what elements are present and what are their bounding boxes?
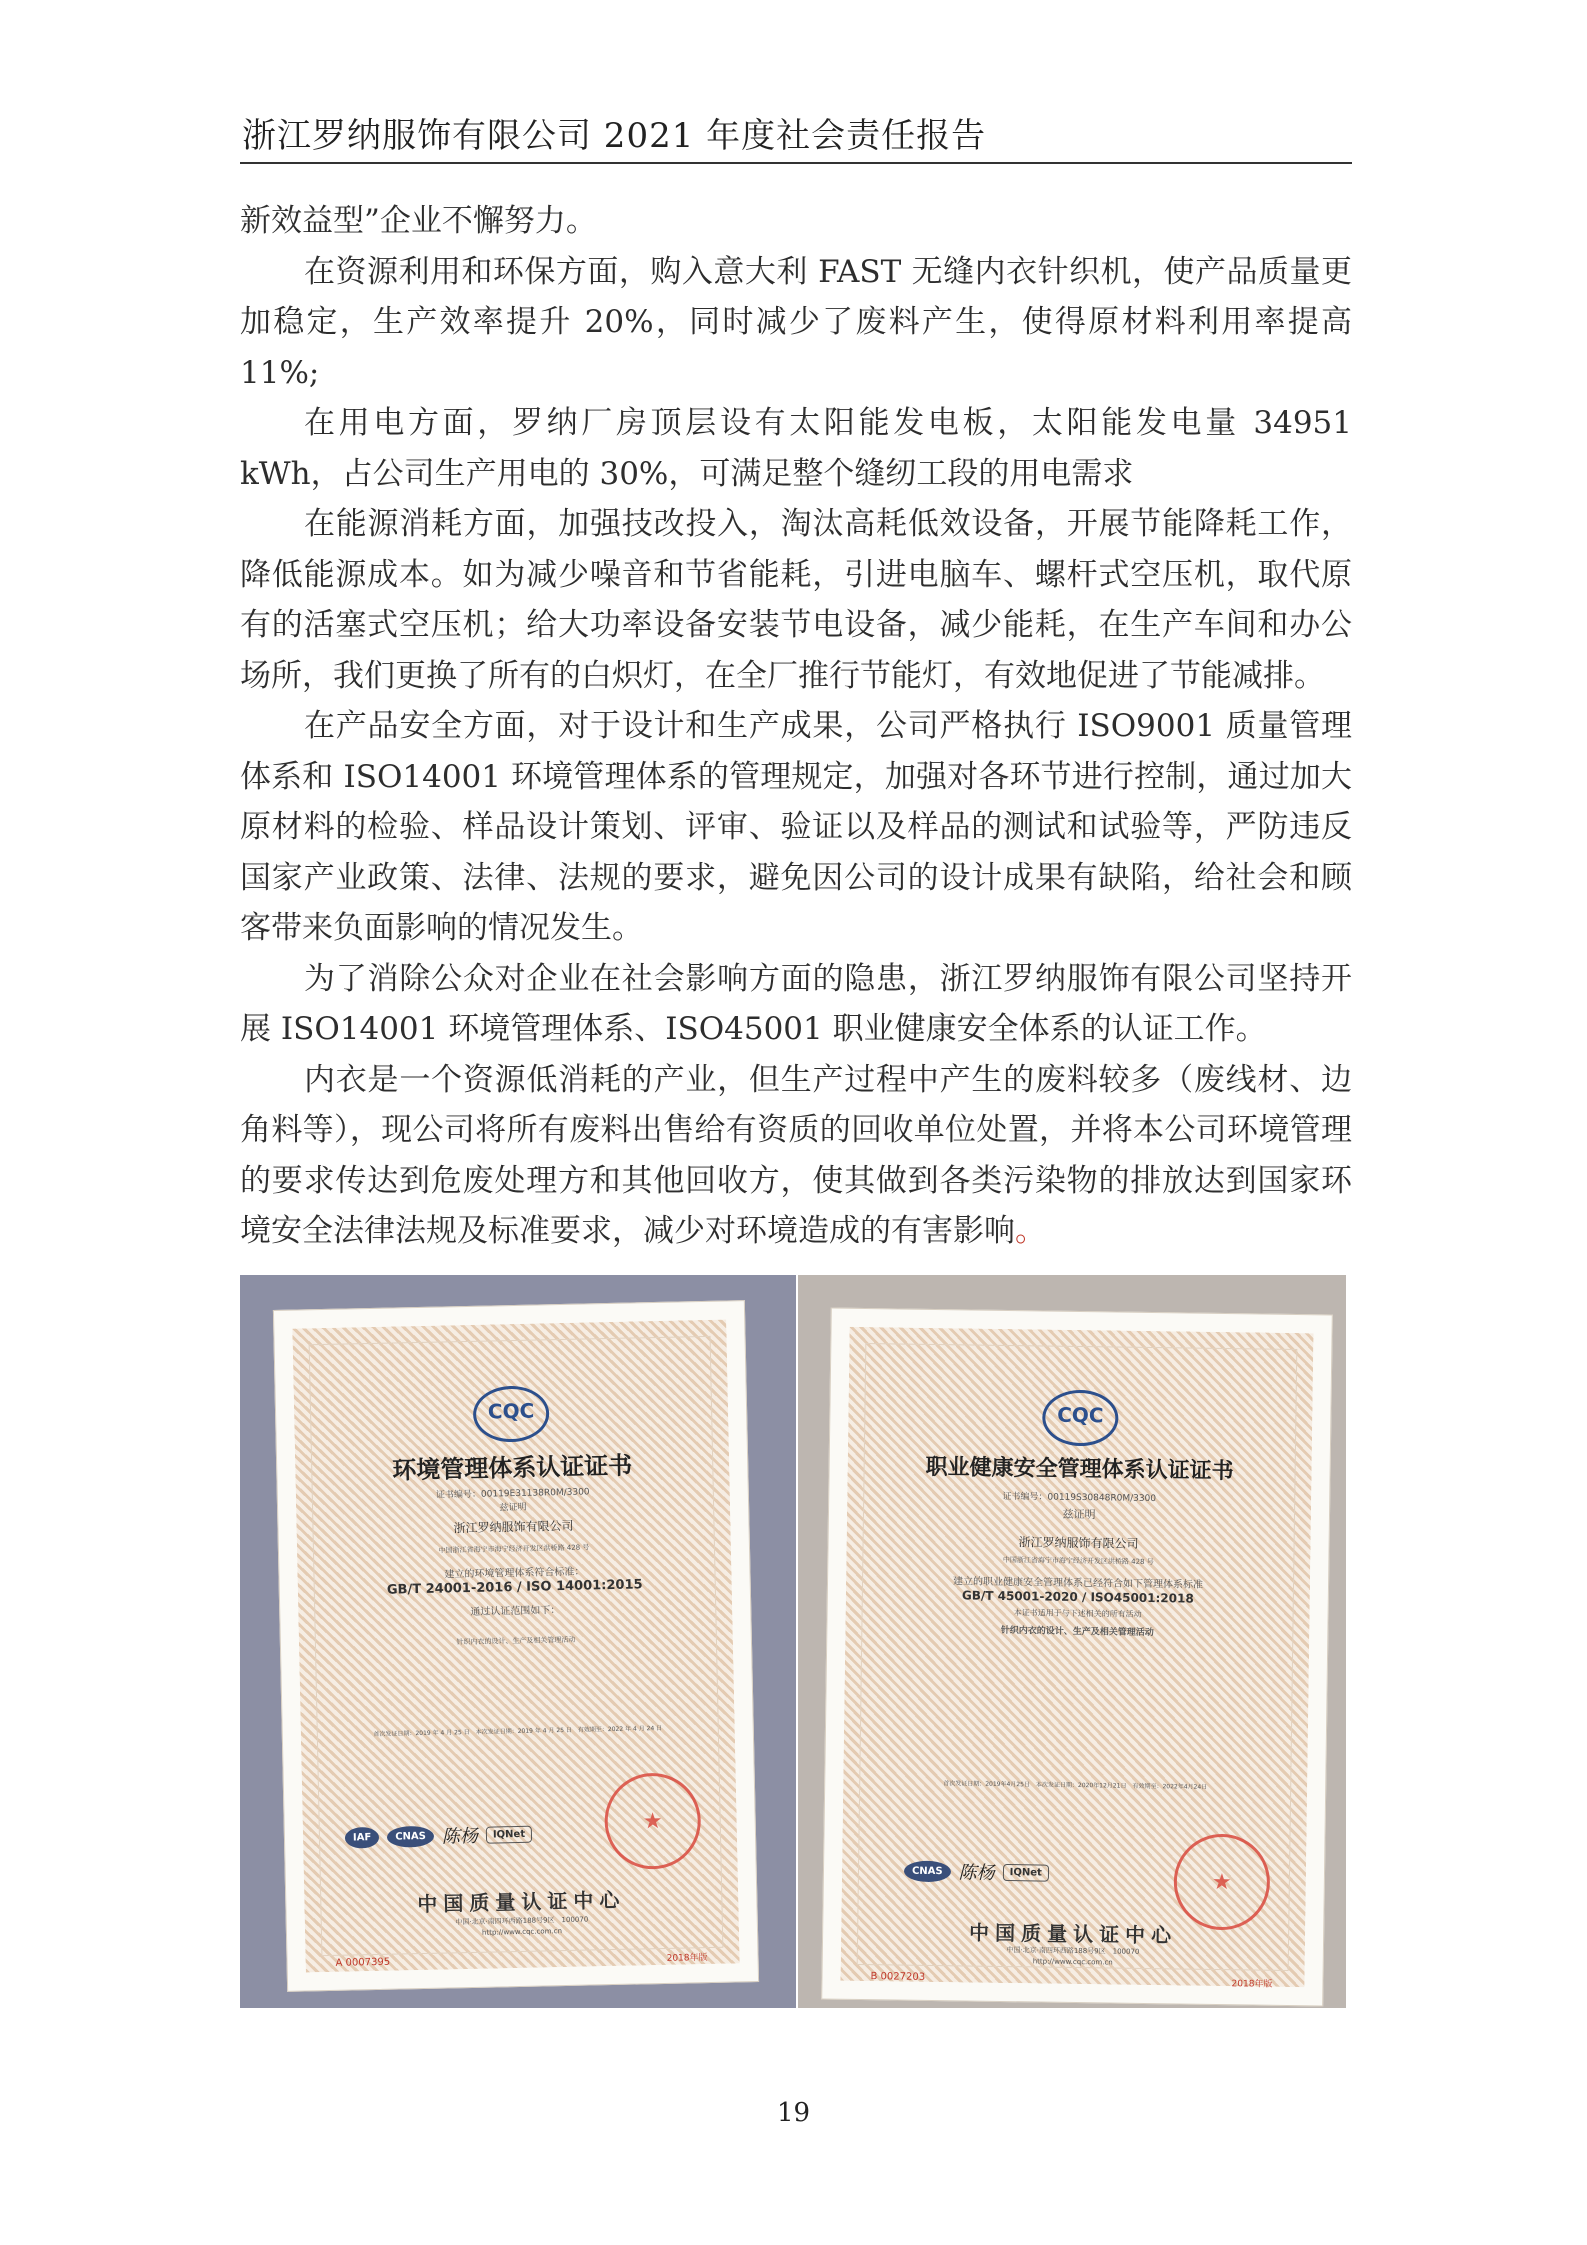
- serial-number: A 0007395: [335, 1956, 391, 1969]
- official-seal-icon: ★: [604, 1772, 702, 1870]
- certify-text: 兹证明: [499, 1502, 527, 1514]
- official-seal-icon: ★: [1173, 1833, 1270, 1930]
- cqc-logo-icon: CQC: [473, 1385, 550, 1443]
- paragraph: [240, 1055, 1352, 1257]
- certificate-title: 环境管理体系认证证书: [391, 1450, 633, 1485]
- cnas-logo-icon: CNAS: [387, 1825, 434, 1847]
- photo-ohs-certificate: [798, 1275, 1346, 2008]
- edition-label: 2018年版: [666, 1953, 708, 1964]
- issuer-website: http://www.cqc.com.cn: [481, 1927, 563, 1937]
- company-name: 浙江罗纳服饰有限公司: [1018, 1535, 1139, 1551]
- issue-dates: 首次发证日期：2019年4月25日 本次发证日期：2020年12月21日 有效期至：2022年4月24日: [943, 1780, 1208, 1791]
- paragraph: 在产品安全方面，对于设计和生产成果，公司严格执行 ISO9001 质量管理体系和 ISO14001 环境管理体系的管理规定，加强对各环节进行控制，通过加大原材料的检验、样品设计策划、评审、验证以及样品的测试和试验等，严防违反国家产业政策、法律、法规的要求，避免因公司的设计成果有缺陷，给社会和顾客带来负面影响的情况发生。: [240, 708, 1352, 946]
- iqnet-logo-icon: IQNet: [486, 1825, 533, 1843]
- company-address: 中国浙江省海宁市海宁经济开发区洪桥路 428 号: [438, 1543, 590, 1555]
- paragraph: 在能源消耗方面，加强技改投入，淘汰高耗低效设备，开展节能降耗工作，降低能源成本。如为减少噪音和节省能耗，引进电脑车、螺杆式空压机，取代原有的活塞式空压机；给大功率设备安装节电设备，减少能耗，在生产车间和办公场所，我们更换了所有的白炽灯，在全厂推行节能灯，有效地促进了节能减排。: [240, 506, 1352, 694]
- system-statement: 建立的职业健康安全管理体系已经符合如下管理体系标准: [952, 1576, 1204, 1591]
- paragraph: 在资源利用和环保方面，购入意大利 FAST 无缝内衣针织机，使产品质量更加稳定，生产效率提升 20%，同时减少了废料产生，使得原材料利用率提高 11%;: [240, 253, 1352, 391]
- issuer-name: 中国质量认证中心: [417, 1887, 626, 1917]
- certificate-number: 证书编号：00119S30848R0M/3300: [1002, 1491, 1157, 1505]
- paragraph: 在用电方面，罗纳厂房顶层设有太阳能发电板，太阳能发电量 34951 kWh，占公司生产用电的 30%，可满足整个缝纫工段的用电需求: [240, 405, 1352, 492]
- issuer-address: 中国·北京·南四环西路188号9区 100070: [455, 1915, 589, 1927]
- certificate-occupational-health-safety: [821, 1308, 1333, 2007]
- scope-label: 本证书适用于与下述相关的所有活动: [1013, 1608, 1142, 1619]
- company-name: 浙江罗纳服饰有限公司: [453, 1518, 574, 1536]
- paragraph-text: 内衣是一个资源低消耗的产业，但生产过程中产生的废料较多（废线材、边角料等），现公司将所有废料出售给有资质的回收单位处置，并将本公司环境管理的要求传达到危废处理方和其他回收方，使其做到各类污染物的排放达到国家环境安全法律法规及标准要求，减少对环境造成的有害影响: [240, 1061, 1352, 1249]
- issuer-address: 中国·北京·南四环西路188号9区 100070: [1006, 1946, 1140, 1956]
- accreditation-marks: [345, 1821, 533, 1851]
- scope-text: 针织内衣的设计、生产及相关管理活动: [456, 1635, 576, 1647]
- page-number: 19: [776, 2098, 811, 2128]
- system-statement: 建立的环境管理体系符合标准：: [444, 1566, 585, 1581]
- certify-text: 兹证明: [1062, 1507, 1096, 1522]
- accreditation-marks: [904, 1858, 1049, 1886]
- paragraph-end-mark: 。: [1015, 1213, 1046, 1249]
- signature: 陈杨: [441, 1825, 479, 1848]
- standard-code: GB/T 24001-2016 / ISO 14001:2015: [386, 1577, 643, 1598]
- paragraph: 为了消除公众对企业在社会影响方面的隐患，浙江罗纳服饰有限公司坚持开展 ISO14001 环境管理体系、ISO45001 职业健康安全体系的认证工作。: [240, 960, 1352, 1047]
- certificate-photos: [240, 1275, 1346, 2008]
- header-divider: [240, 162, 1352, 164]
- issuer-name: 中国质量认证中心: [968, 1920, 1178, 1948]
- signature: 陈杨: [958, 1862, 995, 1884]
- certificate-title: 职业健康安全管理体系认证证书: [925, 1453, 1234, 1485]
- body-text: [240, 196, 1352, 1257]
- scope-label: 通过认证范围如下：: [470, 1605, 561, 1618]
- cqc-logo-icon: CQC: [1042, 1389, 1119, 1446]
- paragraph: 新效益型”企业不懈努力。: [240, 203, 597, 239]
- certificate-environmental: [273, 1300, 759, 1992]
- cnas-logo-icon: CNAS: [904, 1860, 951, 1882]
- scope-text: 针织内衣的设计、生产及相关管理活动: [1000, 1625, 1154, 1639]
- certificate-number: 证书编号：00119E31138R0M/3300: [435, 1487, 590, 1501]
- company-address: 中国浙江省海宁市海宁经济开发区洪桥路 428 号: [1002, 1555, 1154, 1567]
- issuer-website: http://www.cqc.com.cn: [1032, 1957, 1113, 1967]
- photo-environmental-certificate: [240, 1275, 796, 2008]
- serial-number: B 0027203: [870, 1971, 926, 1983]
- edition-label: 2018年版: [1231, 1979, 1273, 1990]
- iaf-logo-icon: IAF: [345, 1826, 380, 1848]
- iqnet-logo-icon: IQNet: [1003, 1863, 1049, 1881]
- issue-dates: 首次发证日期：2019 年 4 月 25 日 本次发证日期：2019 年 4 月 25 日 有效期至：2022 年 4 月 24 日: [373, 1724, 663, 1739]
- standard-code: GB/T 45001-2020 / ISO45001:2018: [961, 1588, 1194, 1606]
- page-title: 浙江罗纳服饰有限公司 2021 年度社会责任报告: [242, 116, 987, 156]
